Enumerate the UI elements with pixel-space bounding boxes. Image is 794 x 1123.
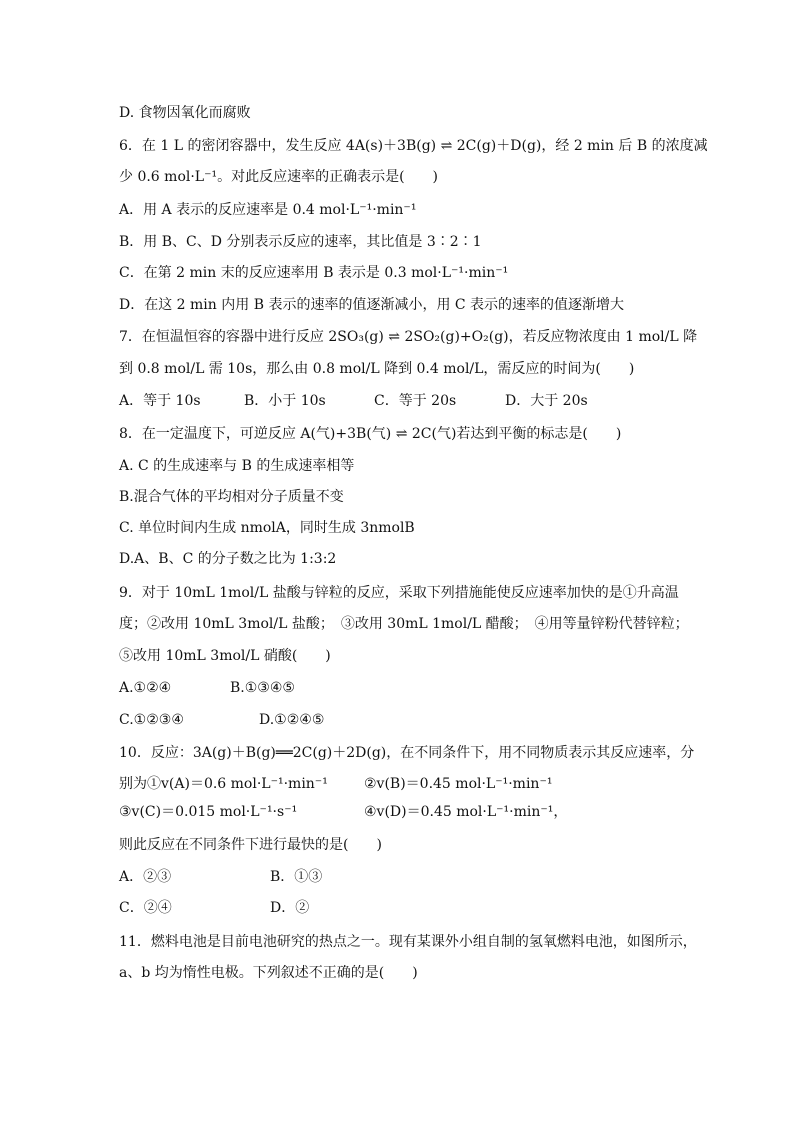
q8-option-d: D.A、B、C 的分子数之比为 1:3:2 bbox=[119, 551, 337, 567]
q8-stem: 8．在一定温度下，可逆反应 A(气)+3B(气) ⇌ 2C(气)若达到平衡的标志是( ) bbox=[119, 426, 622, 442]
q6-option-a: A．用 A 表示的反应速率是 0.4 mol·L⁻¹·min⁻¹ bbox=[119, 202, 417, 218]
q10-rate-4: ④v(D)＝0.45 mol·L⁻¹·min⁻¹， bbox=[364, 804, 568, 820]
q6-option-c: C．在第 2 min 末的反应速率用 B 表示是 0.3 mol·L⁻¹·min⁻¹ bbox=[119, 265, 509, 281]
q8-option-c: C. 单位时间内生成 nmolA，同时生成 3nmolB bbox=[119, 520, 415, 536]
q6-stem-line2: 少 0.6 mol·L⁻¹。对此反应速率的正确表示是( ) bbox=[119, 169, 439, 185]
q10-option-a: A．②③ bbox=[119, 869, 172, 885]
q9-stem-line2: 度；②改用 10mL 3mol/L 盐酸； ③改用 30mL 1mol/L 醋酸； ④用等量锌粉代替锌粒； bbox=[119, 616, 689, 632]
q10-rate-2: ②v(B)＝0.45 mol·L⁻¹·min⁻¹ bbox=[364, 776, 553, 792]
q7-stem-line1: 7．在恒温恒容的容器中进行反应 2SO₃(g) ⇌ 2SO₂(g)+O₂(g)，若反应物浓度由 1 mol/L 降 bbox=[119, 329, 698, 345]
q9-option-c: C.①②③④ bbox=[119, 712, 184, 728]
q7-option-c: C．等于 20s bbox=[374, 393, 457, 409]
q7-option-d: D．大于 20s bbox=[505, 393, 588, 409]
q9-stem-line1: 9．对于 10mL 1mol/L 盐酸与锌粒的反应，采取下列措施能使反应速率加快的是①升高温 bbox=[119, 585, 679, 601]
q10-rate-3: ③v(C)＝0.015 mol·L⁻¹·s⁻¹ bbox=[119, 804, 298, 820]
q11-stem-line2: a、b 均为惰性电极。下列叙述不正确的是( ) bbox=[119, 965, 418, 981]
q9-stem-line3: ⑤改用 10mL 3mol/L 硝酸( ) bbox=[119, 648, 331, 664]
q9-option-d: D.①②④⑤ bbox=[259, 712, 325, 728]
q9-option-b: B.①③④⑤ bbox=[230, 680, 295, 696]
q10-option-b: B．①③ bbox=[270, 869, 323, 885]
q10-rate-1: 别为①v(A)＝0.6 mol·L⁻¹·min⁻¹ bbox=[119, 776, 328, 792]
q11-stem-line1: 11．燃料电池是目前电池研究的热点之一。现有某课外小组自制的氢氧燃料电池，如图所示， bbox=[119, 934, 697, 950]
q10-option-d: D．② bbox=[270, 900, 310, 916]
q8-option-b: B.混合气体的平均相对分子质量不变 bbox=[119, 489, 344, 505]
q8-option-a: A. C 的生成速率与 B 的生成速率相等 bbox=[119, 458, 355, 474]
q10-option-c: C．②④ bbox=[119, 900, 172, 916]
q7-option-a: A．等于 10s bbox=[119, 393, 201, 409]
q6-option-d: D．在这 2 min 内用 B 表示的速率的值逐渐减小，用 C 表示的速率的值逐渐增大 bbox=[119, 297, 625, 313]
q10-stem-line3: 则此反应在不同条件下进行最快的是( ) bbox=[119, 837, 382, 853]
q7-stem-line2: 到 0.8 mol/L 需 10s，那么由 0.8 mol/L 降到 0.4 mol/L，需反应的时间为( ) bbox=[119, 361, 635, 377]
q6-stem-line1: 6．在 1 L 的密闭容器中，发生反应 4A(s)＋3B(g) ⇌ 2C(g)＋D(g)，经 2 min 后 B 的浓度减 bbox=[119, 138, 708, 154]
q7-option-b: B．小于 10s bbox=[244, 393, 326, 409]
q10-stem-line1: 10．反应：3A(g)＋B(g)══2C(g)＋2D(g)，在不同条件下，用不同物质表示其反应速率，分 bbox=[119, 745, 695, 761]
q9-option-a: A.①②④ bbox=[119, 680, 172, 696]
q5-option-d: D. 食物因氧化而腐败 bbox=[119, 105, 251, 121]
q6-option-b: B．用 B、C、D 分别表示反应的速率，其比值是 3∶2∶1 bbox=[119, 234, 482, 250]
